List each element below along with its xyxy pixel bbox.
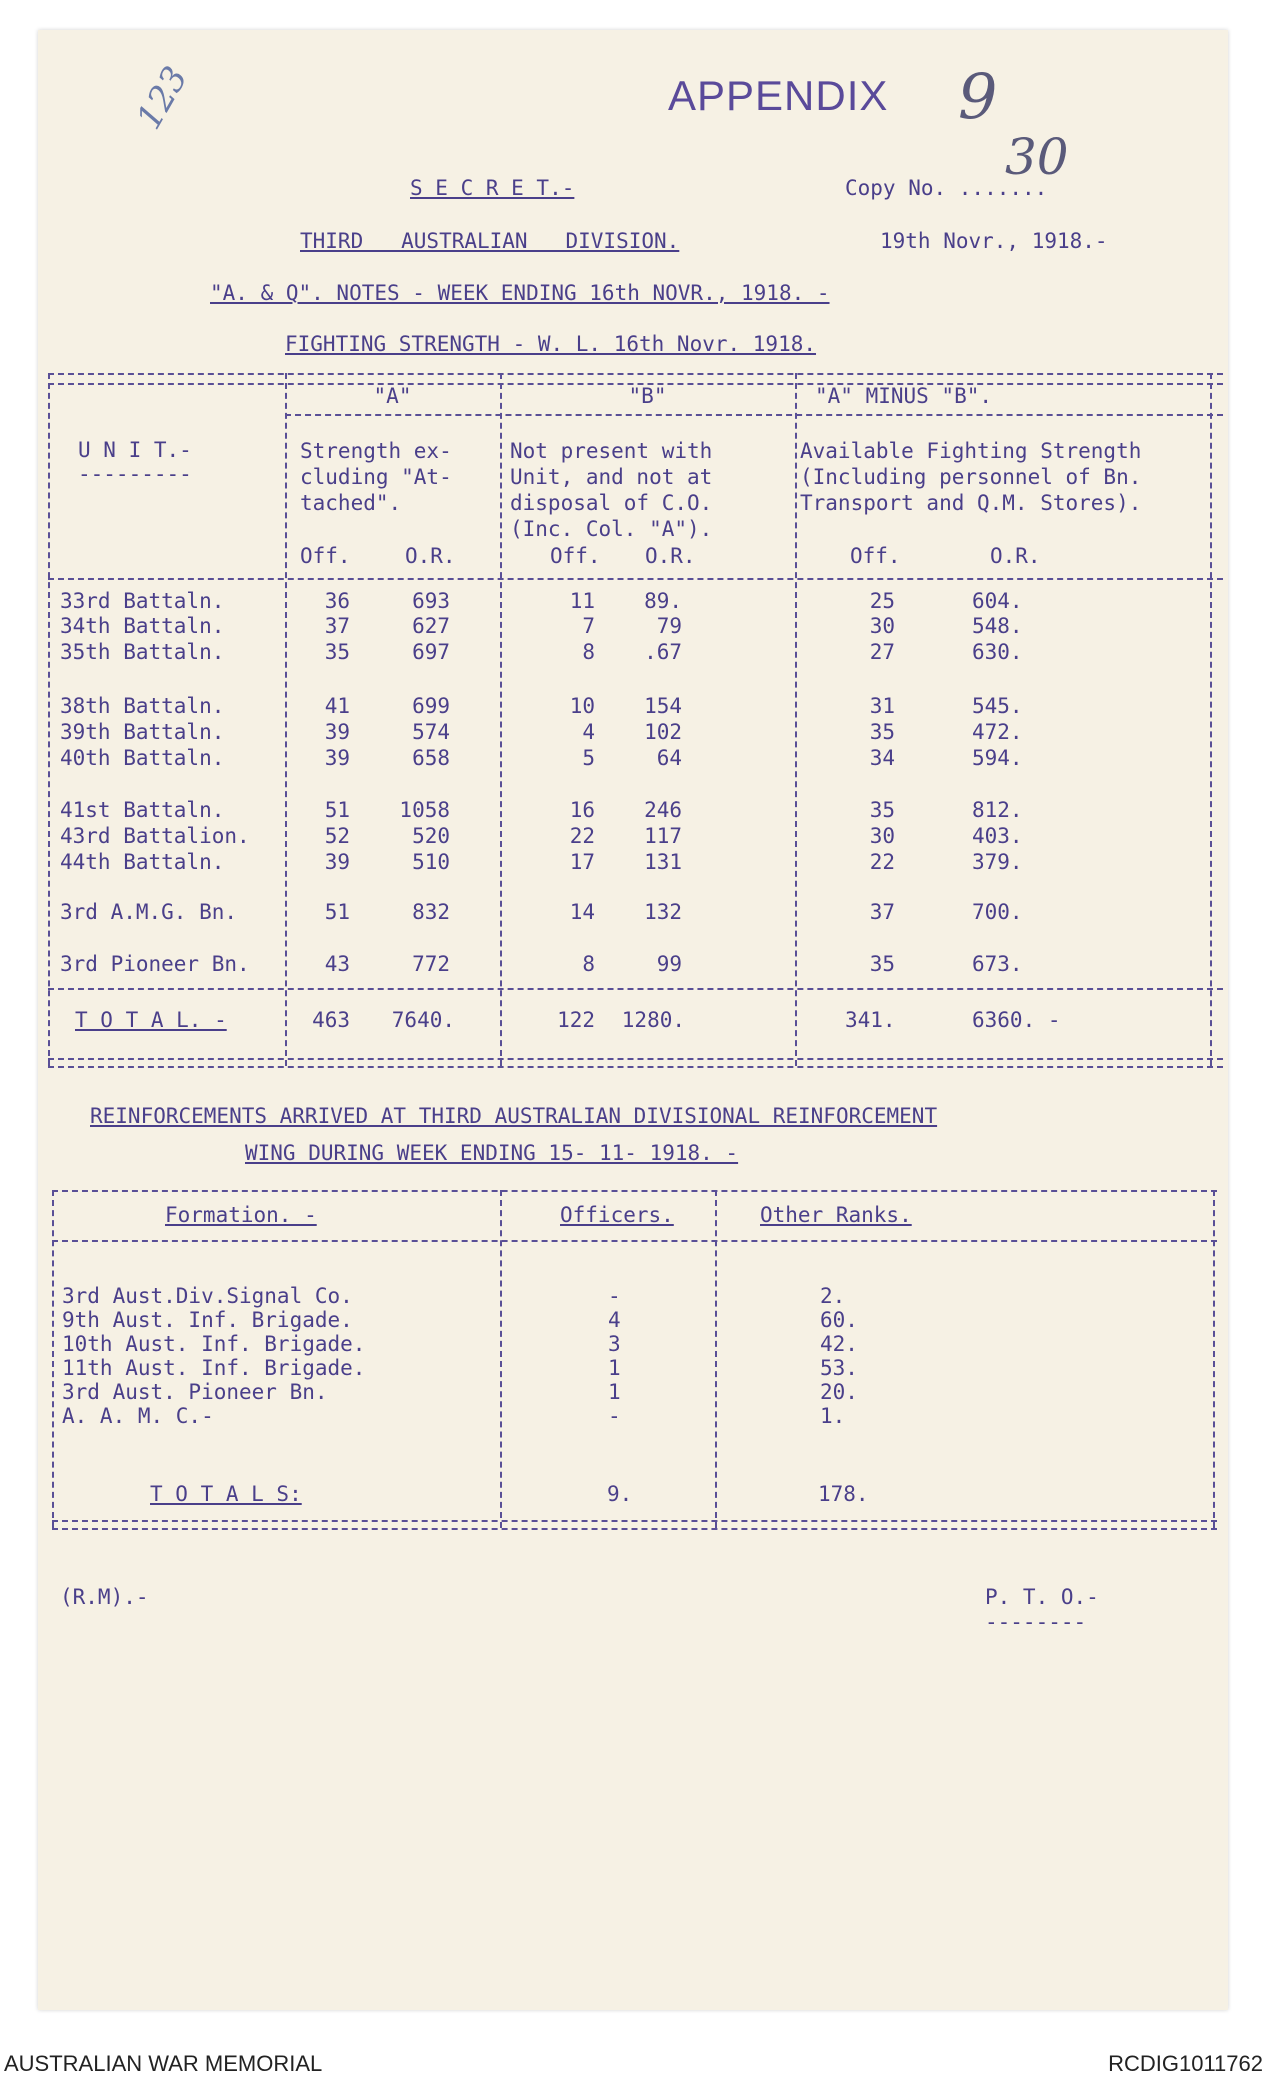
cell-c-off: 22 xyxy=(869,850,895,874)
cell-c-off: 35 xyxy=(869,952,895,976)
cell-b-or: 131 xyxy=(644,850,682,874)
officers-count: 1 xyxy=(608,1380,621,1404)
other-ranks-column-header: Other Ranks. xyxy=(760,1203,912,1227)
unit-name: 44th Battaln. xyxy=(60,850,225,874)
cell-b-or: 117 xyxy=(644,824,682,848)
handwritten-page-count: 30 xyxy=(1005,128,1069,186)
cell-c-off: 34 xyxy=(869,746,895,770)
cell-c-off: 35 xyxy=(869,720,895,744)
col-c-header: "A" MINUS "B". xyxy=(815,384,993,408)
cell-b-off: 4 xyxy=(582,720,595,744)
officers-column-header: Officers. xyxy=(560,1203,674,1227)
cell-a-off: 39 xyxy=(324,850,350,874)
officers-count: - xyxy=(608,1404,621,1428)
officers-count: 1 xyxy=(608,1356,621,1380)
cell-b-off: 17 xyxy=(569,850,595,874)
total-label: T O T A L. - xyxy=(75,1008,227,1032)
cell-c-off: 30 xyxy=(869,824,895,848)
unit-name: 39th Battaln. xyxy=(60,720,225,744)
unit-name: 34th Battaln. xyxy=(60,614,225,638)
cell-b-or: 99 xyxy=(656,952,682,976)
unit-name: 41st Battaln. xyxy=(60,798,225,822)
cell-a-off: 51 xyxy=(324,900,350,924)
cell-c-off: 25 xyxy=(869,589,895,613)
pto-underline: -------- xyxy=(985,1610,1087,1634)
total-a-or: 7640. xyxy=(391,1008,455,1032)
cell-c-or: 700. xyxy=(972,900,1023,924)
cell-a-off: 39 xyxy=(324,720,350,744)
b-off-label: Off. xyxy=(550,544,601,568)
cell-a-or: 1058 xyxy=(399,798,450,822)
archive-name: AUSTRALIAN WAR MEMORIAL xyxy=(4,2051,323,2076)
a-off-label: Off. xyxy=(300,544,351,568)
a-or-label: O.R. xyxy=(405,544,456,568)
other-ranks-count: 53. xyxy=(820,1356,858,1380)
cell-b-off: 10 xyxy=(569,694,595,718)
total-c-or: 6360. - xyxy=(972,1008,1061,1032)
cell-c-or: 812. xyxy=(972,798,1023,822)
cell-b-or: 102 xyxy=(644,720,682,744)
cell-b-off: 8 xyxy=(582,640,595,664)
total-a-off: 463 xyxy=(312,1008,350,1032)
reinforcements-heading-line-1: REINFORCEMENTS ARRIVED AT THIRD AUSTRALIAN DIVISIONAL REINFORCEMENT xyxy=(90,1104,938,1128)
unit-name: 40th Battaln. xyxy=(60,746,225,770)
cell-c-off: 37 xyxy=(869,900,895,924)
c-or-label: O.R. xyxy=(990,544,1041,568)
officers-count: - xyxy=(608,1284,621,1308)
cell-c-or: 472. xyxy=(972,720,1023,744)
other-ranks-count: 20. xyxy=(820,1380,858,1404)
col-b-header: "B" xyxy=(628,384,667,408)
other-ranks-count: 42. xyxy=(820,1332,858,1356)
col-c-description: Available Fighting Strength (Including personnel of Bn. Transport and Q.M. Stores). xyxy=(800,439,1142,515)
cell-c-or: 630. xyxy=(972,640,1023,664)
cell-b-off: 22 xyxy=(569,824,595,848)
totals-officers: 9. xyxy=(607,1482,633,1506)
reinforcements-heading-line-2: WING DURING WEEK ENDING 15- 11- 1918. - xyxy=(245,1141,739,1165)
cell-c-or: 548. xyxy=(972,614,1023,638)
cell-a-off: 52 xyxy=(324,824,350,848)
cell-a-or: 772 xyxy=(412,952,450,976)
c-off-label: Off. xyxy=(850,544,901,568)
cell-a-or: 658 xyxy=(412,746,450,770)
formation-name: 11th Aust. Inf. Brigade. xyxy=(62,1356,366,1380)
unit-name: 33rd Battaln. xyxy=(60,589,225,613)
total-b-off: 122 xyxy=(557,1008,595,1032)
cell-a-or: 520 xyxy=(412,824,450,848)
cell-b-or: 79 xyxy=(656,614,682,638)
cell-a-or: 699 xyxy=(412,694,450,718)
cell-a-off: 37 xyxy=(324,614,350,638)
archive-footer xyxy=(0,2044,1269,2082)
cell-a-off: 51 xyxy=(324,798,350,822)
totals-label: T O T A L S: xyxy=(150,1482,302,1506)
unit-column-label: U N I T.- xyxy=(78,438,192,462)
cell-a-off: 43 xyxy=(324,952,350,976)
cell-b-or: 132 xyxy=(644,900,682,924)
cell-b-off: 16 xyxy=(569,798,595,822)
formation-name: 3rd Aust.Div.Signal Co. xyxy=(62,1284,353,1308)
other-ranks-count: 2. xyxy=(820,1284,846,1308)
cell-a-or: 574 xyxy=(412,720,450,744)
cell-b-or: .67 xyxy=(644,640,682,664)
cell-a-off: 41 xyxy=(324,694,350,718)
handwritten-appendix-number: 9 xyxy=(958,60,998,133)
col-b-description: Not present with Unit, and not at disposal of C.O. (Inc. Col. "A"). xyxy=(510,439,713,541)
officers-count: 4 xyxy=(608,1308,621,1332)
archive-reference: RCDIG1011762 xyxy=(1108,2051,1263,2076)
col-a-description: Strength ex- cluding "At- tached". xyxy=(300,439,452,515)
totals-other-ranks: 178. xyxy=(818,1482,869,1506)
unit-name: 35th Battaln. xyxy=(60,640,225,664)
appendix-stamp: APPENDIX xyxy=(668,72,889,119)
cell-c-off: 31 xyxy=(869,694,895,718)
cell-a-off: 36 xyxy=(324,589,350,613)
cell-c-or: 379. xyxy=(972,850,1023,874)
unit-name: 3rd Pioneer Bn. xyxy=(60,952,250,976)
formation-column-header: Formation. - xyxy=(165,1203,317,1227)
cell-c-or: 403. xyxy=(972,824,1023,848)
cell-b-or: 154 xyxy=(644,694,682,718)
cell-b-off: 8 xyxy=(582,952,595,976)
other-ranks-count: 60. xyxy=(820,1308,858,1332)
unit-name: 38th Battaln. xyxy=(60,694,225,718)
formation-name: 3rd Aust. Pioneer Bn. xyxy=(62,1380,328,1404)
cell-c-off: 30 xyxy=(869,614,895,638)
cell-b-off: 14 xyxy=(569,900,595,924)
cell-c-off: 27 xyxy=(869,640,895,664)
cell-a-or: 693 xyxy=(412,589,450,613)
secret-heading: S E C R E T.- xyxy=(410,176,575,200)
author-initials: (R.M).- xyxy=(60,1585,149,1609)
total-b-or: 1280. xyxy=(621,1008,685,1032)
cell-a-or: 697 xyxy=(412,640,450,664)
cell-a-or: 510 xyxy=(412,850,450,874)
cell-a-or: 832 xyxy=(412,900,450,924)
cell-c-or: 545. xyxy=(972,694,1023,718)
cell-b-off: 11 xyxy=(569,589,595,613)
cell-c-or: 673. xyxy=(972,952,1023,976)
document-date: 19th Novr., 1918.- xyxy=(880,229,1108,253)
please-turn-over: P. T. O.- xyxy=(985,1585,1099,1609)
b-or-label: O.R. xyxy=(645,544,696,568)
cell-c-or: 594. xyxy=(972,746,1023,770)
division-heading: THIRD AUSTRALIAN DIVISION. xyxy=(300,229,680,253)
unit-name: 43rd Battalion. xyxy=(60,824,250,848)
cell-a-or: 627 xyxy=(412,614,450,638)
officers-count: 3 xyxy=(608,1332,621,1356)
cell-b-or: 64 xyxy=(656,746,682,770)
cell-b-off: 7 xyxy=(582,614,595,638)
copy-number: Copy No. ....... xyxy=(845,176,1048,200)
other-ranks-count: 1. xyxy=(820,1404,846,1428)
unit-name: 3rd A.M.G. Bn. xyxy=(60,900,238,924)
notes-heading: "A. & Q". NOTES - WEEK ENDING 16th NOVR., 1918. - xyxy=(210,281,830,305)
cell-a-off: 35 xyxy=(324,640,350,664)
unit-column-underline: --------- xyxy=(78,462,192,486)
formation-name: 9th Aust. Inf. Brigade. xyxy=(62,1308,353,1332)
cell-c-or: 604. xyxy=(972,589,1023,613)
cell-a-off: 39 xyxy=(324,746,350,770)
cell-c-off: 35 xyxy=(869,798,895,822)
folio-number: 123 xyxy=(128,59,197,137)
total-c-off: 341. xyxy=(845,1008,896,1032)
fighting-strength-heading: FIGHTING STRENGTH - W. L. 16th Novr. 1918. xyxy=(285,332,817,356)
cell-b-off: 5 xyxy=(582,746,595,770)
cell-b-or: 89. xyxy=(644,589,682,613)
cell-b-or: 246 xyxy=(644,798,682,822)
formation-name: A. A. M. C.- xyxy=(62,1404,214,1428)
col-a-header: "A" xyxy=(373,384,412,408)
formation-name: 10th Aust. Inf. Brigade. xyxy=(62,1332,366,1356)
